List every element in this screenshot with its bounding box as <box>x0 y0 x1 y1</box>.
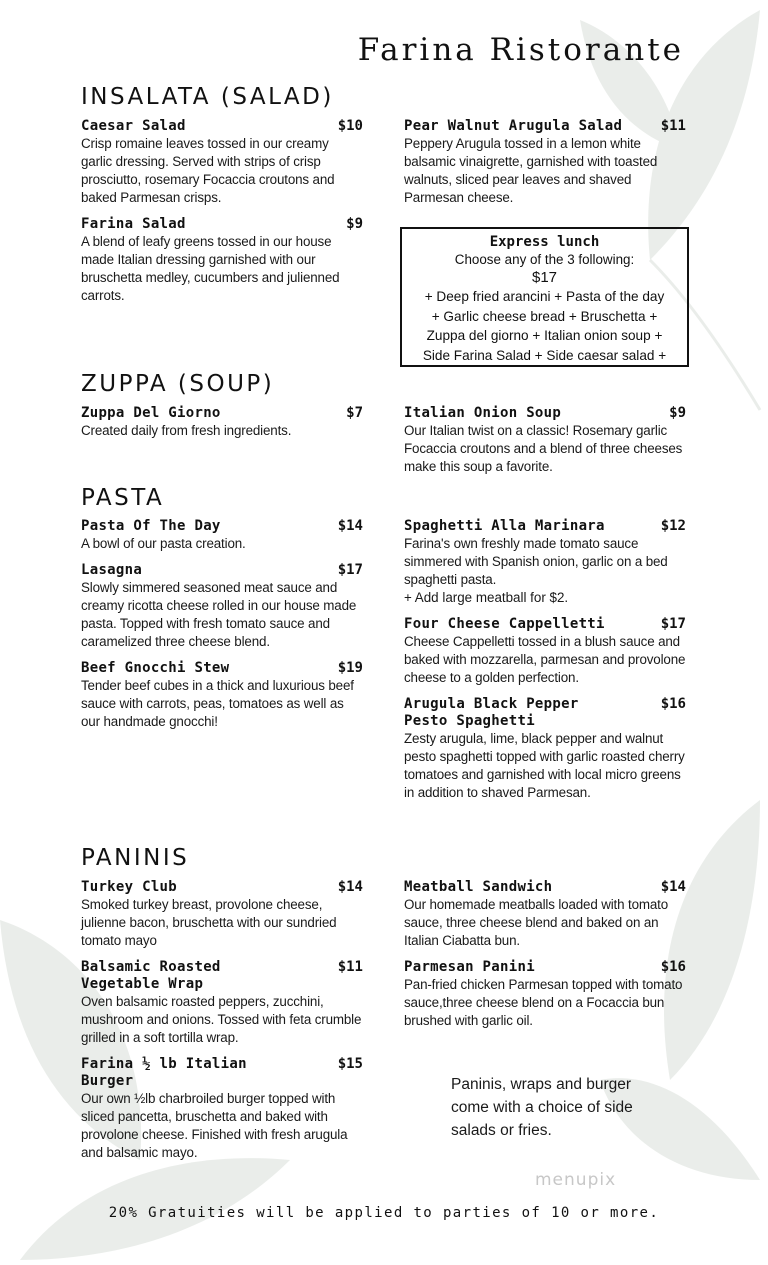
express-lunch-line: + Deep fried arancini + Pasta of the day <box>424 289 665 304</box>
menu-item-header <box>404 879 686 896</box>
menu-item-price: $16 <box>660 959 686 975</box>
menu-item-price: $12 <box>660 518 686 534</box>
menu-item-price: $11 <box>660 118 686 134</box>
menu-item-name: Pear Walnut Arugula Salad <box>404 118 623 134</box>
menu-item-price: $11 <box>337 959 363 975</box>
menu-item-description: Created daily from fresh ingredients. <box>81 423 292 438</box>
menu-item <box>404 518 686 607</box>
menu-item-description: A blend of leafy greens tossed in our house made Italian dressing garnished with our bruschetta medley, cucumbers and julienned carrots. <box>81 234 340 303</box>
menu-item-header <box>81 216 363 233</box>
menu-item-header <box>81 879 363 896</box>
menu-item <box>404 879 686 950</box>
menu-item-name: Pasta Of The Day <box>81 518 221 534</box>
menu-item-name: Beef Gnocchi Stew <box>81 660 230 676</box>
menu-item-name: Meatball Sandwich <box>404 879 553 895</box>
soup-left-column <box>81 405 363 449</box>
menu-item <box>81 216 363 305</box>
menu-item-price: $10 <box>337 118 363 134</box>
paninis-right-column <box>404 879 686 1039</box>
menu-item <box>404 405 686 476</box>
watermark-logo: menupix <box>535 1170 617 1190</box>
menu-item <box>81 562 363 651</box>
menu-item-header <box>81 118 363 135</box>
section-title-salad: INSALATA (SALAD) <box>81 84 334 110</box>
menu-item <box>404 959 686 1030</box>
menu-item-header <box>404 518 686 535</box>
menu-item <box>81 959 363 1047</box>
express-lunch-line: Side Farina Salad + Side caesar salad + <box>422 347 667 363</box>
menu-item-name: Spaghetti Alla Marinara <box>404 518 605 534</box>
menu-item-description: Our homemade meatballs loaded with tomato sauce, three cheese blend and baked on an Italian Ciabatta bun. <box>404 897 669 948</box>
section-title-paninis: PANINIS <box>81 845 190 871</box>
menu-item-name: Lasagna <box>81 562 143 578</box>
menu-item-header <box>404 616 686 633</box>
menu-item-price: $14 <box>337 518 363 534</box>
gratuity-footer: 20% Gratuities will be applied to parties of 10 or more. <box>108 1205 660 1221</box>
menu-item <box>404 616 686 687</box>
express-lunch-title: Express lunch <box>489 234 600 250</box>
menu-item-description: Smoked turkey breast, provolone cheese, julienne bacon, bruschetta with our sundried tomato mayo <box>81 897 337 948</box>
paninis-left-column <box>81 879 363 1171</box>
salad-left-column <box>81 118 363 314</box>
menu-item-header <box>81 660 363 677</box>
menu-item-description: Pan-fried chicken Parmesan topped with tomato sauce,three cheese blend on a Focaccia bun brushed with garlic oil. <box>404 977 683 1028</box>
menu-item-name: Caesar Salad <box>81 118 186 134</box>
menu-item-price: $14 <box>337 879 363 895</box>
menu-item-price: $17 <box>660 616 686 632</box>
menu-item-price: $7 <box>346 405 363 421</box>
menu-item-price: $17 <box>337 562 363 578</box>
menu-item <box>81 1056 363 1162</box>
menu-item-name: Turkey Club <box>81 879 178 895</box>
menu-item-header <box>81 959 363 993</box>
menu-item-header <box>81 562 363 579</box>
menu-item-name: Zuppa Del Giorno <box>81 405 221 421</box>
menu-item-description: Slowly simmered seasoned meat sauce and creamy ricotta cheese rolled in our house made pasta. Topped with fresh tomato sauce and caramelized three cheese blend. <box>81 580 357 649</box>
paninis-side-note: Paninis, wraps and burger come with a choice of side salads or fries. <box>451 1076 633 1139</box>
menu-item <box>81 879 363 950</box>
express-lunch-subtitle: Choose any of the 3 following: <box>454 252 635 267</box>
menu-item-header <box>404 118 686 135</box>
section-title-soup: ZUPPA (SOUP) <box>81 371 275 397</box>
menu-item <box>81 518 363 553</box>
menu-item-name: Balsamic Roasted Vegetable Wrap <box>81 959 221 992</box>
section-title-pasta: PASTA <box>81 485 165 511</box>
menu-item-header <box>81 518 363 535</box>
menu-item-description: Farina's own freshly made tomato sauce simmered with Spanish onion, garlic on a bed spaghetti pasta. <box>404 536 668 587</box>
express-lunch-price: $17 <box>531 269 558 286</box>
menu-item-description: Our own ½lb charbroiled burger topped with sliced pancetta, bruschetta and baked with provolone cheese. Finished with fresh arugula and balsamic mayo. <box>81 1091 348 1160</box>
menu-item-price: $14 <box>660 879 686 895</box>
menu-item-name: Farina Salad <box>81 216 186 232</box>
menu-item-price: $19 <box>337 660 363 676</box>
menu-item-description: Crisp romaine leaves tossed in our creamy garlic dressing. Served with strips of crisp prosciutto, rosemary Focaccia croutons and baked Parmesan crisps. <box>81 136 335 205</box>
menu-item-header <box>404 405 686 422</box>
menu-item <box>81 405 363 440</box>
menu-item <box>404 696 686 802</box>
menu-item-note: + Add large meatball for $2. <box>404 590 569 605</box>
menu-item-description: A bowl of our pasta creation. <box>81 536 246 551</box>
restaurant-title: Farina Ristorante <box>357 32 684 68</box>
menu-item-name: Four Cheese Cappelletti <box>404 616 605 632</box>
menu-item-header <box>81 1056 363 1090</box>
express-lunch-box <box>400 227 689 367</box>
menu-item-description: Tender beef cubes in a thick and luxurious beef sauce with carrots, peas, tomatoes as well as our handmade gnocchi! <box>81 678 354 729</box>
menu-item-price: $16 <box>660 696 686 712</box>
menu-item-price: $9 <box>346 216 363 232</box>
menu-item <box>404 118 686 207</box>
soup-right-column <box>404 405 686 485</box>
menu-item-name: Italian Onion Soup <box>404 405 562 421</box>
pasta-right-column <box>404 518 686 811</box>
menu-item-header <box>404 696 686 730</box>
express-lunch-line: + Garlic cheese bread + Bruschetta + <box>431 308 658 324</box>
menu-item-description: Oven balsamic roasted peppers, zucchini, mushroom and onions. Tossed with feta crumble grilled in a soft tortilla wrap. <box>81 994 362 1045</box>
menu-item-description: Cheese Cappelletti tossed in a blush sauce and baked with mozzarella, parmesan and provolone cheese to a golden perfection. <box>404 634 686 685</box>
menu-item-description: Our Italian twist on a classic! Rosemary garlic Focaccia croutons and a blend of three cheeses make this soup a favorite. <box>404 423 683 474</box>
menu-item-name: Farina ½ lb Italian Burger <box>81 1056 247 1089</box>
menu-item-header <box>404 959 686 976</box>
salad-right-column <box>404 118 686 216</box>
menu-item-price: $9 <box>669 405 686 421</box>
menu-item-header <box>81 405 363 422</box>
menu-item <box>81 118 363 207</box>
menu-item-description: Peppery Arugula tossed in a lemon white balsamic vinaigrette, garnished with toasted walnuts, sliced pear leaves and shaved Parmesan cheese. <box>404 136 658 205</box>
menu-item-name: Arugula Black Pepper Pesto Spaghetti <box>404 696 579 729</box>
menu-item-description: Zesty arugula, lime, black pepper and walnut pesto spaghetti topped with garlic roasted cherry tomatoes and garnished with local micro greens in addition to shaved Parmesan. <box>404 731 685 800</box>
menu-item-name: Parmesan Panini <box>404 959 535 975</box>
express-lunch-line: Zuppa del giorno + Italian onion soup + <box>426 328 663 343</box>
menu-item <box>81 660 363 731</box>
menu-item-price: $15 <box>337 1056 363 1072</box>
pasta-left-column <box>81 518 363 740</box>
